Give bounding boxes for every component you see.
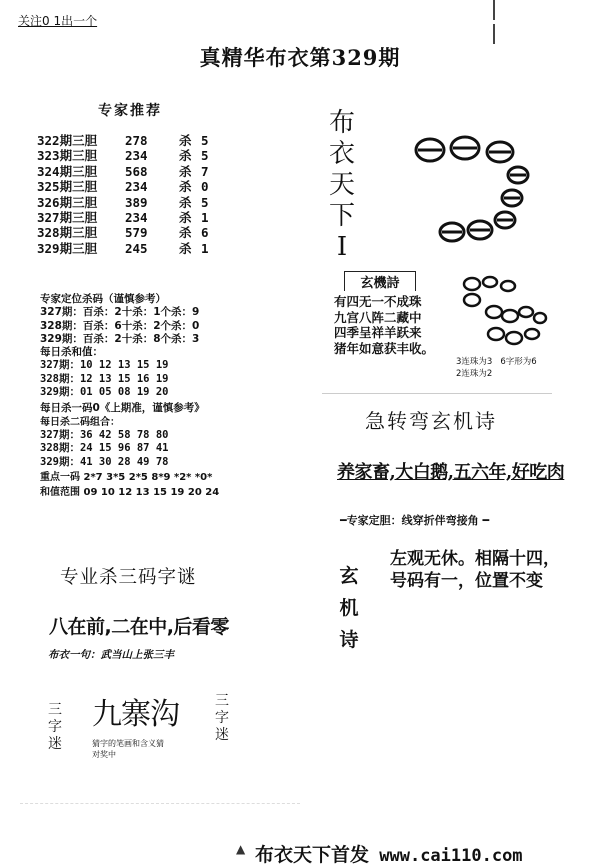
pick-row [37, 195, 209, 210]
expert-picks-list [37, 133, 209, 256]
pick-numbers: 278 [125, 133, 148, 148]
bead-six-picture [460, 272, 550, 352]
footer-text: 布衣天下首发 [255, 844, 370, 866]
pick-kill-label: 杀 [179, 210, 192, 226]
pick-kill-label: 杀 [179, 148, 192, 164]
pro-riddle-title: 专业杀三码字谜 [60, 567, 197, 588]
note-two: 2连珠为2 [456, 369, 493, 379]
urgent-poem-title: 急转弯玄机诗 [365, 409, 497, 433]
bazai-riddle: 八在前,二在中,后看零 [49, 616, 229, 638]
daily-two-title: 每日杀二码组合： [40, 416, 120, 428]
footer-url[interactable]: www.cai110.com [369, 846, 523, 866]
daily-sum-row: 329期：01 05 08 19 20 [40, 386, 169, 399]
poem-line: 九宫八阵二藏中 [334, 309, 422, 325]
kill-code-block [40, 293, 219, 499]
three-char-riddle-label-right [213, 693, 231, 744]
buyi-vertical-title [327, 108, 357, 263]
daily-sum-title: 每日杀和值： [40, 346, 103, 359]
pick-numbers: 389 [125, 194, 148, 210]
pick-period: 328期三胆 [37, 225, 98, 241]
bead-notes [456, 356, 545, 380]
pick-period: 323期三胆 [37, 148, 98, 164]
xuanji-poem-title: 玄機詩 [344, 271, 416, 291]
daily-one-title: 每日杀一码0《上期准，谨慎参考》 [40, 402, 205, 415]
page-title: 真精华布衣第329期 [199, 45, 401, 70]
three-char-riddle-label-left [46, 702, 64, 753]
pick-kill-value: 1 [201, 210, 209, 226]
riddle-line: 号码有一，位置不变 [390, 571, 543, 591]
vertical-char: I [336, 232, 348, 262]
riddle-hint [92, 738, 164, 760]
poem-line: 四季呈祥羊跃来 [334, 325, 422, 341]
pick-numbers: 234 [125, 148, 148, 164]
vertical-char: 玄 [339, 565, 359, 587]
pick-period: 326期三胆 [37, 194, 98, 210]
expert-dan-line: ━专家定胆：线穿折伴弯接角 ━ [340, 514, 490, 527]
pick-kill-value: 0 [201, 179, 209, 195]
pick-row [37, 210, 209, 225]
pick-kill-label: 杀 [179, 163, 192, 179]
pick-period: 322期三胆 [37, 133, 98, 148]
top-link[interactable]: 关注0 1出一个 [18, 14, 98, 28]
pick-row [37, 148, 209, 163]
vertical-char: 机 [339, 597, 359, 619]
pick-numbers: 234 [125, 179, 148, 195]
daily-sum-row: 327期：10 12 13 15 19 [40, 359, 169, 372]
vertical-char: 布 [328, 108, 355, 138]
position-kill-row: 327期：百杀：2十杀：1个杀：9 [40, 306, 200, 319]
note-six: 6字形为6 [500, 357, 537, 367]
xuanji-riddle [390, 548, 560, 592]
pick-period: 325期三胆 [37, 179, 98, 195]
vertical-char: 三 [215, 693, 229, 709]
poem-line: 猪年如意获丰收。 [334, 340, 435, 356]
pick-kill-value: 1 [201, 240, 209, 256]
pick-kill-label: 杀 [179, 133, 192, 148]
triangle-icon: ▲ [236, 842, 246, 856]
hint-line: 对奖中 [92, 750, 116, 759]
pick-row [37, 225, 209, 240]
riddle-line: 左观无休。相隔十四， [390, 549, 560, 569]
note-three: 3连珠为3 [456, 357, 493, 367]
xuanji-poem [334, 294, 434, 356]
divider [322, 393, 552, 394]
position-kill-title: 专家定位杀码（谨慎参考） [40, 293, 166, 305]
position-kill-row: 329期：百杀：2十杀：8个杀：3 [40, 332, 200, 345]
vertical-char: 迷 [48, 736, 62, 752]
decorative-lines [493, 0, 507, 22]
pick-row [37, 133, 209, 148]
vertical-char: 三 [48, 702, 62, 718]
pick-kill-value: 7 [201, 163, 209, 179]
pick-kill-label: 杀 [179, 179, 192, 195]
pick-row [37, 241, 209, 256]
pick-kill-value: 5 [201, 194, 209, 210]
pick-row [37, 164, 209, 179]
faint-divider [20, 803, 300, 804]
pick-numbers: 568 [125, 163, 148, 179]
pick-kill-value: 5 [201, 148, 209, 164]
vertical-char: 迷 [215, 727, 229, 743]
focus-code: 重点一码 2*7 3*5 2*5 8*9 *2* *0* [40, 471, 213, 483]
pick-numbers: 245 [125, 240, 148, 256]
vertical-char: 字 [48, 719, 62, 735]
vertical-char: 衣 [328, 139, 355, 169]
jiuzhai-riddle: 九寨沟 [92, 697, 179, 732]
vertical-char: 下 [328, 201, 355, 231]
hint-line: 猜字的笔画和含义猜 [92, 739, 164, 748]
pick-numbers: 579 [125, 225, 148, 241]
position-kill-row: 328期：百杀：6十杀：2个杀：0 [40, 319, 200, 332]
pick-kill-value: 6 [201, 225, 209, 241]
daily-one-row: 327期：36 42 58 78 80 [40, 428, 169, 441]
sum-range: 和值范围 09 10 12 13 15 19 20 24 [40, 487, 220, 499]
vertical-char: 天 [328, 170, 355, 200]
expert-recommend-title: 专家推荐 [98, 103, 162, 119]
pick-period: 324期三胆 [37, 163, 98, 179]
xuanji-vertical-title [337, 560, 361, 656]
pick-kill-label: 杀 [179, 194, 192, 210]
daily-one-row: 328期：24 15 96 87 41 [40, 442, 169, 455]
daily-sum-row: 328期：12 13 15 16 19 [40, 372, 169, 385]
bead-chain-picture [410, 130, 540, 250]
pick-period: 329期三胆 [37, 240, 98, 256]
footer-banner[interactable] [255, 840, 523, 867]
daily-one-row: 329期：41 30 28 49 78 [40, 455, 169, 468]
pick-row [37, 179, 209, 194]
buyi-one-line: 布衣一句：武当山上张三丰 [48, 649, 174, 661]
pick-kill-label: 杀 [179, 225, 192, 241]
pick-kill-value: 5 [201, 133, 209, 148]
farm-riddle-line: 养家畜,大白鹅,五六年,好吃肉 [337, 462, 565, 483]
poem-line: 有四无一不成珠 [334, 294, 422, 309]
vertical-char: 诗 [339, 629, 359, 651]
pick-kill-label: 杀 [179, 240, 192, 256]
pick-numbers: 234 [125, 210, 148, 226]
pick-period: 327期三胆 [37, 210, 98, 226]
vertical-char: 字 [215, 710, 229, 726]
